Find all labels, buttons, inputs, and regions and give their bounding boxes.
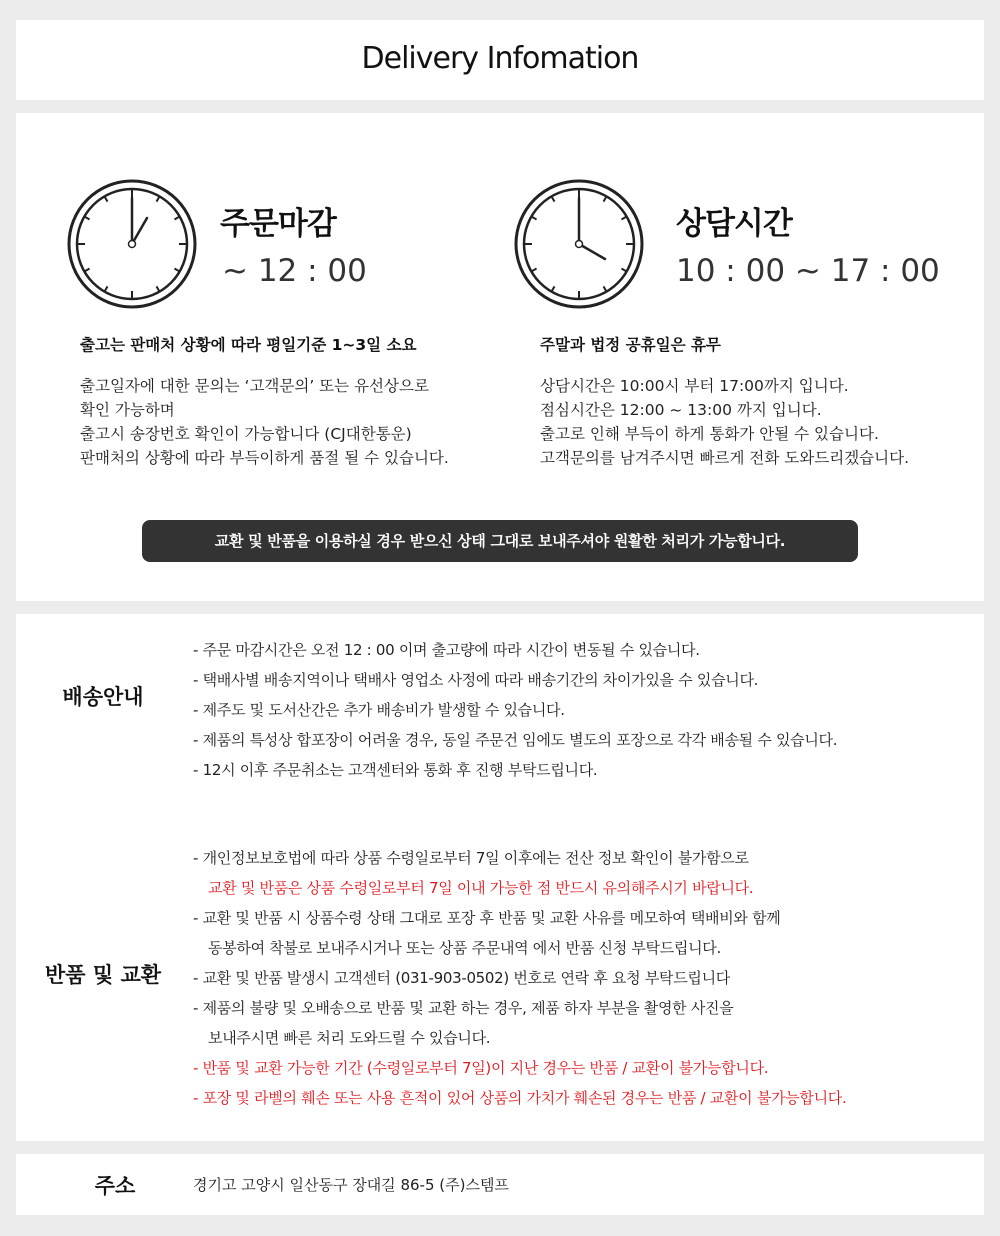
list-item: - 포장 및 라벨의 훼손 또는 사용 흔적이 있어 상품의 가치가 훼손된 경우는 반품 / 교환이 불가능합니다. (193, 1089, 847, 1107)
address-label: 주소 (94, 1174, 136, 1198)
list-item: - 교환 및 반품 발생시 고객센터 (031-903-0502) 번호로 연락 후 요청 부탁드립니다 (193, 969, 730, 987)
title-panel (16, 20, 984, 100)
list-item: - 교환 및 반품 시 상품수령 상태 그대로 포장 후 반품 및 교환 사유를 메모하여 택배비와 함께 (193, 909, 781, 927)
list-item: 교환 및 반품은 상품 수령일로부터 7일 이내 가능한 점 반드시 유의해주시기 바랍니다. (208, 879, 754, 897)
list-item: 동봉하여 착불로 보내주시거나 또는 상품 주문내역 에서 반품 신청 부탁드립니다. (208, 939, 721, 957)
list-item: - 12시 이후 주문취소는 고객센터와 통화 후 진행 부탁드립니다. (193, 761, 598, 779)
clock-tick (621, 269, 626, 272)
return-notice-banner: 교환 및 반품을 이용하실 경우 받으신 상태 그대로 보내주셔야 원활한 처리가 가능합니다. (142, 520, 858, 562)
order-line: 출고시 송장번호 확인이 가능합니다 (CJ대한통운) (80, 425, 412, 443)
consult-line: 고객문의를 남겨주시면 빠르게 전화 도와드리겠습니다. (540, 449, 910, 467)
consult-line: 점심시간은 12:00 ~ 13:00 까지 입니다. (540, 401, 822, 419)
consult-subhead: 주말과 법정 공휴일은 휴무 (540, 336, 721, 354)
consult-line: 출고로 인해 부득이 하게 통화가 안될 수 있습니다. (540, 425, 879, 443)
shipping-label: 배송안내 (62, 685, 144, 709)
order-line: 확인 가능하며 (80, 401, 175, 419)
address-panel (16, 1154, 984, 1215)
order-deadline-title: 주문마감 (220, 206, 336, 242)
list-item: - 주문 마감시간은 오전 12 : 00 이며 출고량에 따라 시간이 변동될 수 있습니다. (193, 641, 700, 659)
clock-tick (105, 286, 108, 291)
order-description (80, 374, 449, 470)
order-subhead: 출고는 판매처 상황에 따라 평일기준 1~3일 소요 (80, 336, 417, 354)
clock-icon (513, 178, 645, 310)
list-item: - 개인정보보호법에 따라 상품 수령일로부터 7일 이후에는 전산 정보 확인이 불가함으로 (193, 849, 749, 867)
address-value: 경기고 고양시 일산동구 장대길 86-5 (주)스템프 (193, 1176, 509, 1194)
list-item: - 제품의 불량 및 오배송으로 반품 및 교환 하는 경우, 제품 하자 부분을 촬영한 사진을 (193, 999, 734, 1017)
returns-list (193, 843, 846, 1113)
order-line: 출고일자에 대한 문의는 ‘고객문의’ 또는 유선상으로 (80, 377, 429, 395)
clock-tick (621, 217, 626, 220)
order-line: 판매처의 상황에 따라 부득이하게 품절 될 수 있습니다. (80, 449, 449, 467)
list-item: - 택배사별 배송지역이나 택배사 영업소 사정에 따라 배송기간의 차이가있을 수 있습니다. (193, 671, 759, 689)
clock-tick (604, 196, 607, 201)
list-item: - 제품의 특성상 합포장이 어려울 경우, 동일 주문건 임에도 별도의 포장으로 각각 배송될 수 있습니다. (193, 731, 838, 749)
consult-description (540, 374, 909, 470)
clock-tick (552, 196, 555, 201)
policy-panel (16, 614, 984, 1141)
shipping-list (193, 635, 837, 785)
clock-tick (174, 269, 179, 272)
clock-icon (66, 178, 198, 310)
consult-hours-time: 10 : 00 ~ 17 : 00 (676, 253, 940, 289)
clock-tick (157, 196, 160, 201)
page-title: Delivery Infomation (361, 41, 639, 76)
clock-tick (157, 286, 160, 291)
returns-label: 반품 및 교환 (44, 963, 162, 987)
list-item: - 제주도 및 도서산간은 추가 배송비가 발생할 수 있습니다. (193, 701, 565, 719)
list-item: - 반품 및 교환 가능한 기간 (수령일로부터 7일)이 지난 경우는 반품 / 교환이 불가능합니다. (193, 1059, 769, 1077)
order-deadline-time: ~ 12 : 00 (222, 253, 367, 289)
clock-tick (552, 286, 555, 291)
clock-tick (84, 217, 89, 220)
list-item: 보내주시면 빠른 처리 도와드릴 수 있습니다. (208, 1029, 491, 1047)
consult-hours-title: 상담시간 (676, 206, 792, 242)
clock-tick (174, 217, 179, 220)
clock-tick (604, 286, 607, 291)
consult-line: 상담시간은 10:00시 부터 17:00까지 입니다. (540, 377, 849, 395)
clock-tick (531, 217, 536, 220)
clock-tick (531, 269, 536, 272)
hours-panel (16, 113, 984, 601)
clock-tick (84, 269, 89, 272)
clock-tick (105, 196, 108, 201)
